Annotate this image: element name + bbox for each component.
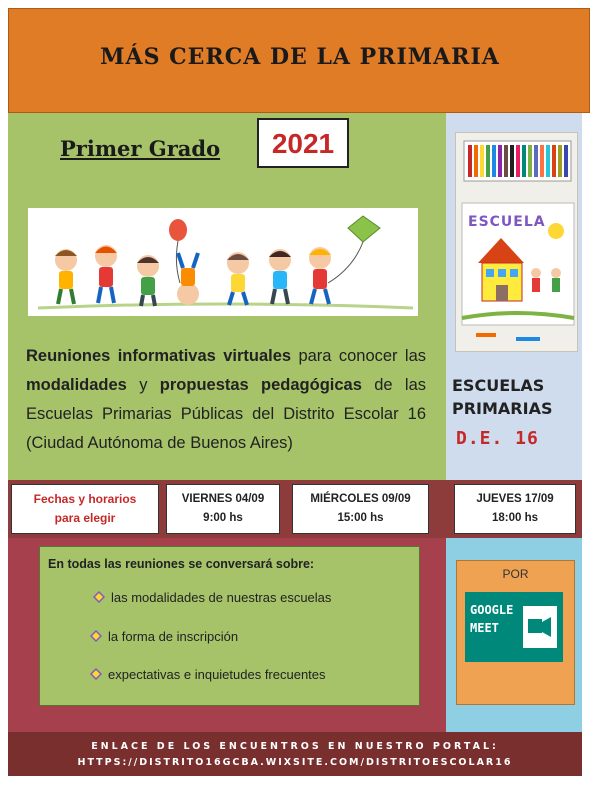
topic-text: expectativas e inquietudes frecuentes: [108, 667, 326, 682]
session-box-3: [454, 484, 576, 534]
description-text: [26, 342, 426, 458]
page-title: MÁS CERCA DE LA PRIMARIA: [100, 44, 500, 70]
session-day: JUEVES 17/09: [476, 493, 554, 505]
diamond-bullet-icon: [90, 668, 102, 680]
description-bold-2: modalidades: [26, 376, 127, 394]
meet-logo-line1: GOOGLE: [470, 603, 514, 617]
topic-text: las modalidades de nuestras escuelas: [111, 590, 332, 605]
year-box: [257, 118, 349, 168]
topics-title: En todas las reuniones se conversará sobre:: [48, 557, 315, 571]
description-bold-3: propuestas pedagógicas: [159, 376, 362, 394]
district-label: D.E. 16: [456, 428, 539, 449]
header-banner: [8, 8, 590, 113]
dates-label-box: [11, 484, 159, 534]
session-day: VIERNES 04/09: [181, 493, 265, 505]
schools-label: ESCUELAS PRIMARIAS: [452, 376, 553, 418]
footer-label: ENLACE DE LOS ENCUENTROS EN NUESTRO PORTAL:: [91, 741, 499, 752]
session-day: MIÉRCOLES 09/09: [310, 493, 411, 505]
diamond-bullet-icon: [93, 591, 105, 603]
description-text-3: de las Escuelas Primarias Públicas del Distrito Escolar 16 (Ciudad Autónoma de Buenos Aires): [26, 376, 426, 452]
school-drawing: [455, 132, 578, 352]
topic-text: la forma de inscripción: [108, 629, 239, 644]
school-drawing-word: ESCUELA: [468, 214, 546, 230]
diamond-bullet-icon: [90, 630, 102, 642]
session-box-1: [166, 484, 280, 534]
description-bold-1: Reuniones informativas virtuales: [26, 347, 292, 365]
list-item: [90, 629, 238, 644]
year-text: 2021: [271, 128, 335, 159]
footer-bar: [8, 732, 582, 776]
google-meet-logo: [465, 592, 563, 662]
session-time: 9:00 hs: [203, 512, 243, 524]
list-item: [93, 590, 331, 605]
list-item: [90, 667, 326, 682]
kids-illustration: [28, 208, 418, 316]
grade-label: Primer Grado: [60, 136, 221, 161]
session-box-2: [292, 484, 429, 534]
meet-logo-line2: MEET: [470, 621, 499, 635]
portal-link[interactable]: HTTPS://DISTRITO16GCBA.WIXSITE.COM/DISTRITOESCOLAR16: [77, 757, 513, 768]
description-text-1: para conocer las: [291, 347, 427, 365]
description-text-2: y: [126, 376, 160, 394]
por-label: POR: [502, 567, 529, 581]
session-time: 18:00 hs: [491, 512, 539, 524]
session-time: 15:00 hs: [337, 512, 384, 524]
dates-label-line2: para elegir: [54, 511, 116, 525]
dates-label-line1: Fechas y horarios: [33, 492, 137, 506]
